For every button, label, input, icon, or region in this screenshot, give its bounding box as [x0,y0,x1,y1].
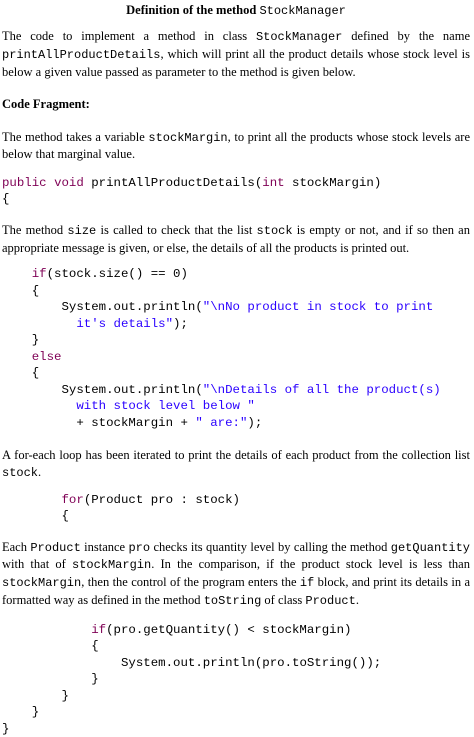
code-method-signature: public void printAllProductDetails(int stockMargin) { [2,175,382,207]
for-each-paragraph: A for-each loop has been iterated to print the details of each product from the collection list stock. [2,448,470,480]
size-check-paragraph: The method size is called to check that the list stock is empty or not, and if so then an appropriate message is given, or else, the details of all the products is printed out. [2,222,470,255]
code-if-block-and-closing: if(pro.getQuantity() < stockMargin) { System.out.println(pro.toString()); } } } } [2,622,382,736]
page-title: Definition of the method StockManager [126,3,346,18]
method-parameter-paragraph: The method takes a variable stockMargin, to print all the products whose stock levels are below that marginal value. [2,129,470,162]
title-code: StockManager [259,4,346,18]
section-heading: Code Fragment: [2,97,90,112]
quantity-check-paragraph: Each Product instance pro checks its quantity level by calling the method getQuantity with that of stockMargin. In the comparison, if the product stock level is less than stockMargin, then the control of the program enters the if block, and print its details in a formatted way as defined in the method toString of class Product. [2,539,470,609]
code-for-loop: for(Product pro : stock) { [61,492,240,524]
intro-paragraph: The code to implement a method in class StockManager defined by the name printAllProductDetails, which will print all the product details whose stock level is below a given value passed as parameter to the method is given below. [2,29,471,79]
code-if-else-block: if(stock.size() == 0) { System.out.println("\nNo product in stock to print it's details"); } else { System.out.println("\nDetails of all the product(s) with stock level below " + stockMargin + " are:"); [31,267,441,430]
document [2,0,470,737]
